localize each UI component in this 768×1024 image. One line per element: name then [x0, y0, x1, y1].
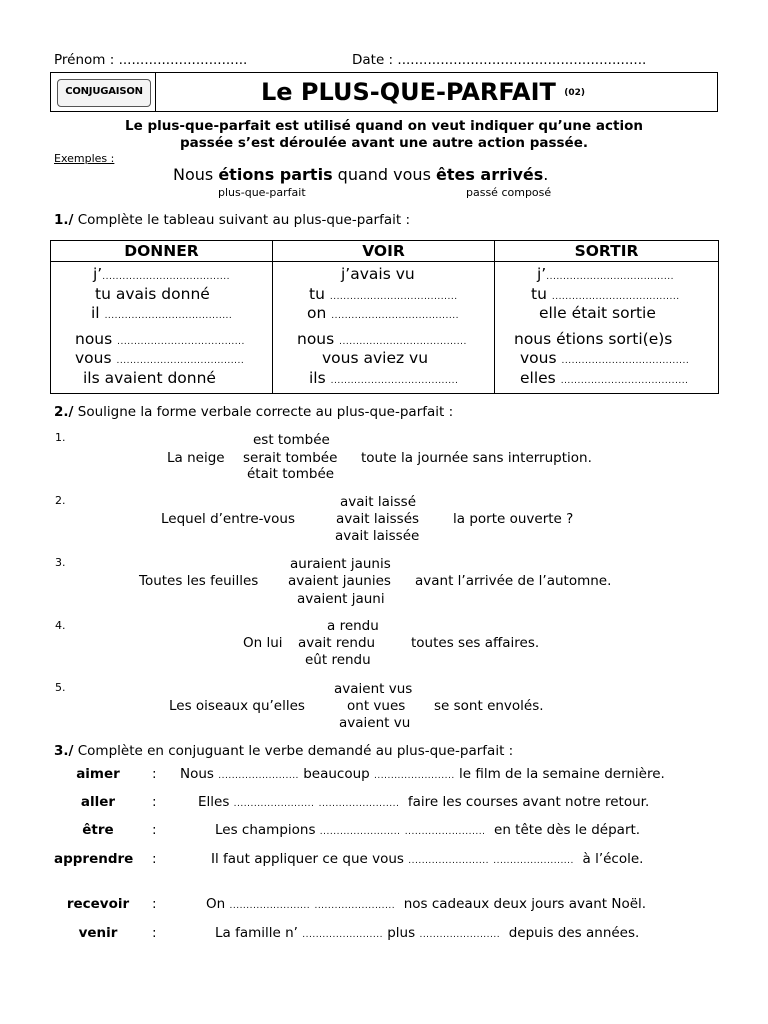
ex3-colon: :: [152, 822, 157, 838]
ex3-text: en tête dès le départ.: [494, 822, 641, 838]
blank-dots[interactable]: ......................................: [329, 292, 458, 302]
ex2-number: 2./: [54, 404, 74, 420]
example-sentence: [173, 165, 548, 184]
sortir-elles: [520, 369, 688, 387]
voir-ils-text: ils: [309, 369, 326, 387]
sortir-nous: nous étions sorti(e)s: [514, 330, 673, 348]
ex3-text: beaucoup: [303, 766, 370, 782]
blank-dots[interactable]: ........................: [374, 771, 455, 781]
ex2-option-mid[interactable]: avaient jaunies: [288, 573, 391, 589]
ex3-colon: :: [152, 766, 157, 782]
blank-dots[interactable]: ........................: [404, 827, 486, 837]
voir-nous: [297, 330, 467, 348]
ex3-sentence: [180, 766, 665, 782]
ex2-item-number: 1.: [55, 431, 66, 444]
header-voir: VOIR: [362, 242, 405, 260]
donner-il-text: il: [91, 304, 100, 322]
donner-je-text: j’: [93, 265, 103, 283]
blank-dots[interactable]: ........................: [314, 901, 396, 911]
blank-dots[interactable]: ........................: [493, 856, 574, 866]
donner-nous-text: nous: [75, 330, 113, 348]
example-note-1: plus-que-parfait: [218, 186, 306, 199]
table-divider: [272, 241, 273, 393]
ex3-sentence: [206, 896, 646, 912]
voir-je: j’avais vu: [341, 265, 415, 283]
sortir-elle: elle était sortie: [539, 304, 656, 322]
date-dots: ..........................................................: [397, 52, 647, 68]
ex2-sentence-right: avant l’arrivée de l’automne.: [415, 573, 612, 589]
ex3-text: Elles: [198, 794, 230, 810]
example-bold-2: êtes arrivés: [435, 165, 544, 184]
donner-nous: [75, 330, 245, 348]
header-donner: DONNER: [124, 242, 199, 260]
ex1-instruction: Complète le tableau suivant au plus-que-parfait :: [73, 212, 411, 228]
ex3-verb: aller: [80, 794, 116, 810]
sortir-tu-text: tu: [531, 285, 547, 303]
ex3-text: La famille n’: [215, 925, 298, 941]
ex3-text: Les champions: [215, 822, 316, 838]
example-note-2: passé composé: [466, 186, 552, 199]
ex3-sentence: [215, 925, 639, 941]
ex3-text: Il faut appliquer ce que vous: [211, 851, 404, 867]
ex2-option-mid[interactable]: serait tombée: [243, 450, 338, 466]
ex2-option-mid[interactable]: avait laissés: [336, 511, 420, 527]
blank-dots[interactable]: ........................: [319, 827, 401, 837]
ex3-text: faire les courses avant notre retour.: [407, 794, 650, 810]
page-title: [261, 78, 585, 106]
prenom-field: [54, 52, 247, 68]
ex3-verb: aimer: [76, 766, 120, 782]
ex2-sentence-left: La neige: [167, 450, 225, 466]
logo-cell: [51, 73, 156, 111]
ex3-colon: :: [152, 794, 157, 810]
voir-on: [307, 304, 459, 322]
donner-je: [93, 265, 230, 283]
blank-dots[interactable]: ......................................: [339, 337, 467, 347]
voir-tu: [309, 285, 458, 303]
ex3-text: plus: [387, 925, 416, 941]
ex3-text: depuis des années.: [508, 925, 640, 941]
conjugaison-logo: [57, 79, 151, 107]
ex3-text: On: [206, 896, 226, 912]
table-divider: [494, 241, 495, 393]
blank-dots[interactable]: ........................: [229, 901, 311, 911]
ex2-option-bottom[interactable]: avaient vu: [339, 715, 411, 731]
voir-ils: [309, 369, 458, 387]
voir-vous: vous aviez vu: [322, 349, 429, 367]
blank-dots[interactable]: ......................................: [546, 272, 674, 282]
blank-dots[interactable]: ......................................: [331, 311, 459, 321]
sortir-je-text: j’: [537, 265, 547, 283]
blank-dots[interactable]: ......................................: [551, 292, 680, 302]
intro-line-2: passée s’est déroulée avant une autre action passée.: [180, 135, 588, 151]
ex2-item-number: 5.: [55, 681, 66, 694]
ex2-item-number: 3.: [55, 556, 66, 569]
ex3-text: à l’école.: [582, 851, 644, 867]
ex3-colon: :: [152, 896, 157, 912]
sortir-vous: [520, 349, 689, 367]
intro-line-1: Le plus-que-parfait est utilisé quand on veut indiquer qu’une action: [125, 118, 643, 134]
blank-dots[interactable]: ......................................: [104, 311, 233, 321]
ex3-heading: [54, 743, 513, 759]
ex2-sentence-left: Les oiseaux qu’elles: [169, 698, 305, 714]
logo-text: CONJUGAISON: [65, 86, 143, 97]
blank-dots[interactable]: ........................: [233, 799, 315, 809]
donner-tu: tu avais donné: [95, 285, 210, 303]
ex2-option-top[interactable]: a rendu: [327, 618, 379, 634]
ex2-item-number: 4.: [55, 619, 66, 632]
ex2-item-number: 2.: [55, 494, 66, 507]
blank-dots[interactable]: ........................: [218, 771, 299, 781]
blank-dots[interactable]: ........................: [408, 856, 489, 866]
blank-dots[interactable]: ......................................: [561, 356, 690, 366]
example-part-2: quand vous: [332, 165, 436, 184]
example-bold-1: étions partis: [218, 165, 333, 184]
blank-dots[interactable]: ......................................: [560, 376, 689, 386]
ex2-sentence-left: On lui: [243, 635, 283, 651]
ex3-text: Nous: [180, 766, 214, 782]
donner-vous: [75, 349, 244, 367]
ex2-option-top[interactable]: auraient jaunis: [290, 556, 391, 572]
ex2-sentence-left: Lequel d’entre-vous: [161, 511, 295, 527]
ex2-option-mid[interactable]: ont vues: [347, 698, 406, 714]
ex2-option-top[interactable]: avait laissé: [340, 494, 417, 510]
title-box: [50, 72, 718, 112]
ex2-sentence-right: toute la journée sans interruption.: [361, 450, 592, 466]
ex3-text: le film de la semaine dernière.: [459, 766, 665, 782]
ex2-option-top[interactable]: avaient vus: [334, 681, 413, 697]
sortir-tu: [531, 285, 680, 303]
voir-nous-text: nous: [297, 330, 335, 348]
examples-label: Exemples :: [54, 152, 115, 165]
ex2-instruction: Souligne la forme verbale correcte au plus-que-parfait :: [73, 404, 454, 420]
donner-vous-text: vous: [75, 349, 112, 367]
ex2-option-mid[interactable]: avait rendu: [298, 635, 376, 651]
ex3-colon: :: [152, 851, 157, 867]
blank-dots[interactable]: ........................: [318, 799, 400, 809]
voir-tu-text: tu: [309, 285, 325, 303]
ex2-option-bottom[interactable]: était tombée: [247, 466, 335, 482]
blank-dots[interactable]: ......................................: [330, 376, 459, 386]
ex2-sentence-right: se sont envolés.: [434, 698, 544, 714]
ex2-option-bottom[interactable]: avaient jauni: [297, 591, 385, 607]
sortir-elles-text: elles: [520, 369, 556, 387]
ex3-verb: recevoir: [66, 896, 130, 912]
ex2-option-bottom[interactable]: eût rendu: [305, 652, 371, 668]
date-field: [352, 52, 646, 68]
blank-dots[interactable]: ........................: [302, 930, 383, 940]
blank-dots[interactable]: ........................: [419, 930, 501, 940]
ex3-verb: apprendre: [54, 851, 134, 867]
donner-ils: ils avaient donné: [83, 369, 216, 387]
ex3-sentence: [215, 822, 640, 838]
prenom-label: Prénom :: [54, 52, 115, 68]
date-label: Date :: [352, 52, 394, 68]
ex2-sentence-right: la porte ouverte ?: [453, 511, 574, 527]
ex2-heading: [54, 404, 453, 420]
ex3-text: nos cadeaux deux jours avant Noël.: [403, 896, 647, 912]
ex1-number: 1./: [54, 212, 74, 228]
donner-il: [91, 304, 232, 322]
ex1-heading: [54, 212, 410, 228]
blank-dots[interactable]: ......................................: [117, 337, 245, 347]
ex2-option-bottom[interactable]: avait laissée: [335, 528, 420, 544]
ex3-verb: venir: [78, 925, 118, 941]
example-part-1: Nous: [173, 165, 219, 184]
ex3-instruction: Complète en conjuguant le verbe demandé au plus-que-parfait :: [73, 743, 514, 759]
ex3-sentence: [211, 851, 643, 867]
blank-dots[interactable]: ......................................: [116, 356, 245, 366]
conjugation-table: [50, 240, 719, 394]
example-part-3: .: [543, 165, 549, 184]
title-number: (02): [564, 88, 586, 98]
ex2-option-top[interactable]: est tombée: [253, 432, 330, 448]
blank-dots[interactable]: ......................................: [102, 272, 230, 282]
sortir-vous-text: vous: [520, 349, 557, 367]
ex2-sentence-left: Toutes les feuilles: [139, 573, 259, 589]
ex3-number: 3./: [54, 743, 74, 759]
ex3-colon: :: [152, 925, 157, 941]
prenom-dots: ..............................: [118, 52, 248, 68]
ex2-sentence-right: toutes ses affaires.: [411, 635, 540, 651]
header-sortir: SORTIR: [574, 242, 639, 260]
voir-on-text: on: [307, 304, 327, 322]
ex3-verb: être: [82, 822, 114, 838]
title-text: Le PLUS-QUE-PARFAIT: [261, 78, 556, 106]
sortir-je: [537, 265, 674, 283]
ex3-sentence: [198, 794, 649, 810]
